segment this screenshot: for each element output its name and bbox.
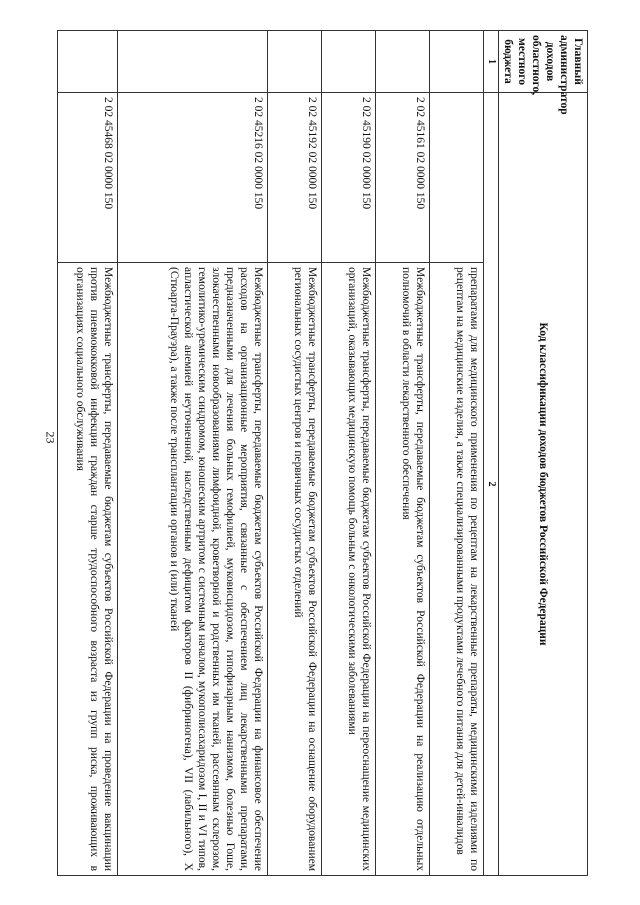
table-row bbox=[57, 31, 117, 876]
admin-cell bbox=[117, 31, 267, 93]
admin-cell bbox=[57, 31, 117, 93]
admin-cell bbox=[375, 31, 429, 93]
table-row bbox=[321, 31, 375, 876]
description-cell: Межбюджетные трансферты, передаваемые бюджетам субъектов Российской Федерации на реализацию отдельных полномочий в области лекарственного обеспечения bbox=[375, 263, 429, 876]
header-classification: Код классификации доходов бюджетов Российской Федерации bbox=[498, 93, 587, 876]
code-cell: 2 02 45190 02 0000 150 bbox=[321, 93, 375, 263]
rotated-table-container bbox=[73, 30, 588, 876]
table-row bbox=[375, 31, 429, 876]
page-number: 23 bbox=[43, 431, 58, 444]
admin-cell bbox=[267, 31, 321, 93]
admin-cell bbox=[321, 31, 375, 93]
code-cell: 2 02 45216 02 0000 150 bbox=[117, 93, 267, 263]
code-cell bbox=[429, 93, 483, 263]
admin-cell bbox=[429, 31, 483, 93]
header-admin: Главный администратор доходов областного, местного бюджета bbox=[498, 31, 587, 93]
table-row bbox=[429, 31, 483, 876]
table-row bbox=[267, 31, 321, 876]
code-cell: 2 02 45468 02 0000 150 bbox=[57, 93, 117, 263]
description-cell: Межбюджетные трансферты, передаваемые бюджетам субъектов Российской Федерации на финансовое обеспечение расходов на организационные мероприятия, связанные с обеспечением лиц лекарственными препаратами, предназначенными для лечения больных гемофилией, муковисцидозом, гипофизарным нанизмом, болезнью Гоше, злокачественными новообразованиями лимфоидной, кроветворной и родственных им тканей, рассеянным склерозом, гемолитико-уремическим синдромом, юношеским артритом с системным началом, мукополисахаридозом I, II и VI типов, апластической анемией неуточненной, наследственным дефицитом факторов II (фибриногена), VII (лабильного), X (Стюарта-Прауэра), а также после трансплантации органов и (или) тканей bbox=[117, 263, 267, 876]
column-number-2: 2 bbox=[483, 93, 498, 876]
description-cell: Межбюджетные трансферты, передаваемые бюджетам субъектов Российской Федерации на оснащение оборудованием региональных сосудистых центров и первичных сосудистых отделений bbox=[267, 263, 321, 876]
revenue-classification-table bbox=[57, 30, 588, 876]
description-cell: Межбюджетные трансферты, передаваемые бюджетам субъектов Российской Федерации на переоснащение медицинских организаций, оказывающих медицинскую помощь больным с онкологическими заболеваниями bbox=[321, 263, 375, 876]
table-row bbox=[117, 31, 267, 876]
code-cell: 2 02 45192 02 0000 150 bbox=[267, 93, 321, 263]
description-cell: Межбюджетные трансферты, передаваемые бюджетам субъектов Российской Федерации на проведение вакцинации против пневмококковой инфекции граждан старше трудоспособного возраста из групп риска, проживающих в организациях социального обслуживания bbox=[57, 263, 117, 876]
column-number-1: 1 bbox=[483, 31, 498, 93]
description-cell: препаратами для медицинского применения по рецептам на лекарственные препараты, медицинскими изделиями по рецептам на медицинские изделия, а также специализированными продуктами лечебного питания для детей-инвалидов bbox=[429, 263, 483, 876]
code-cell: 2 02 45161 02 0000 150 bbox=[375, 93, 429, 263]
